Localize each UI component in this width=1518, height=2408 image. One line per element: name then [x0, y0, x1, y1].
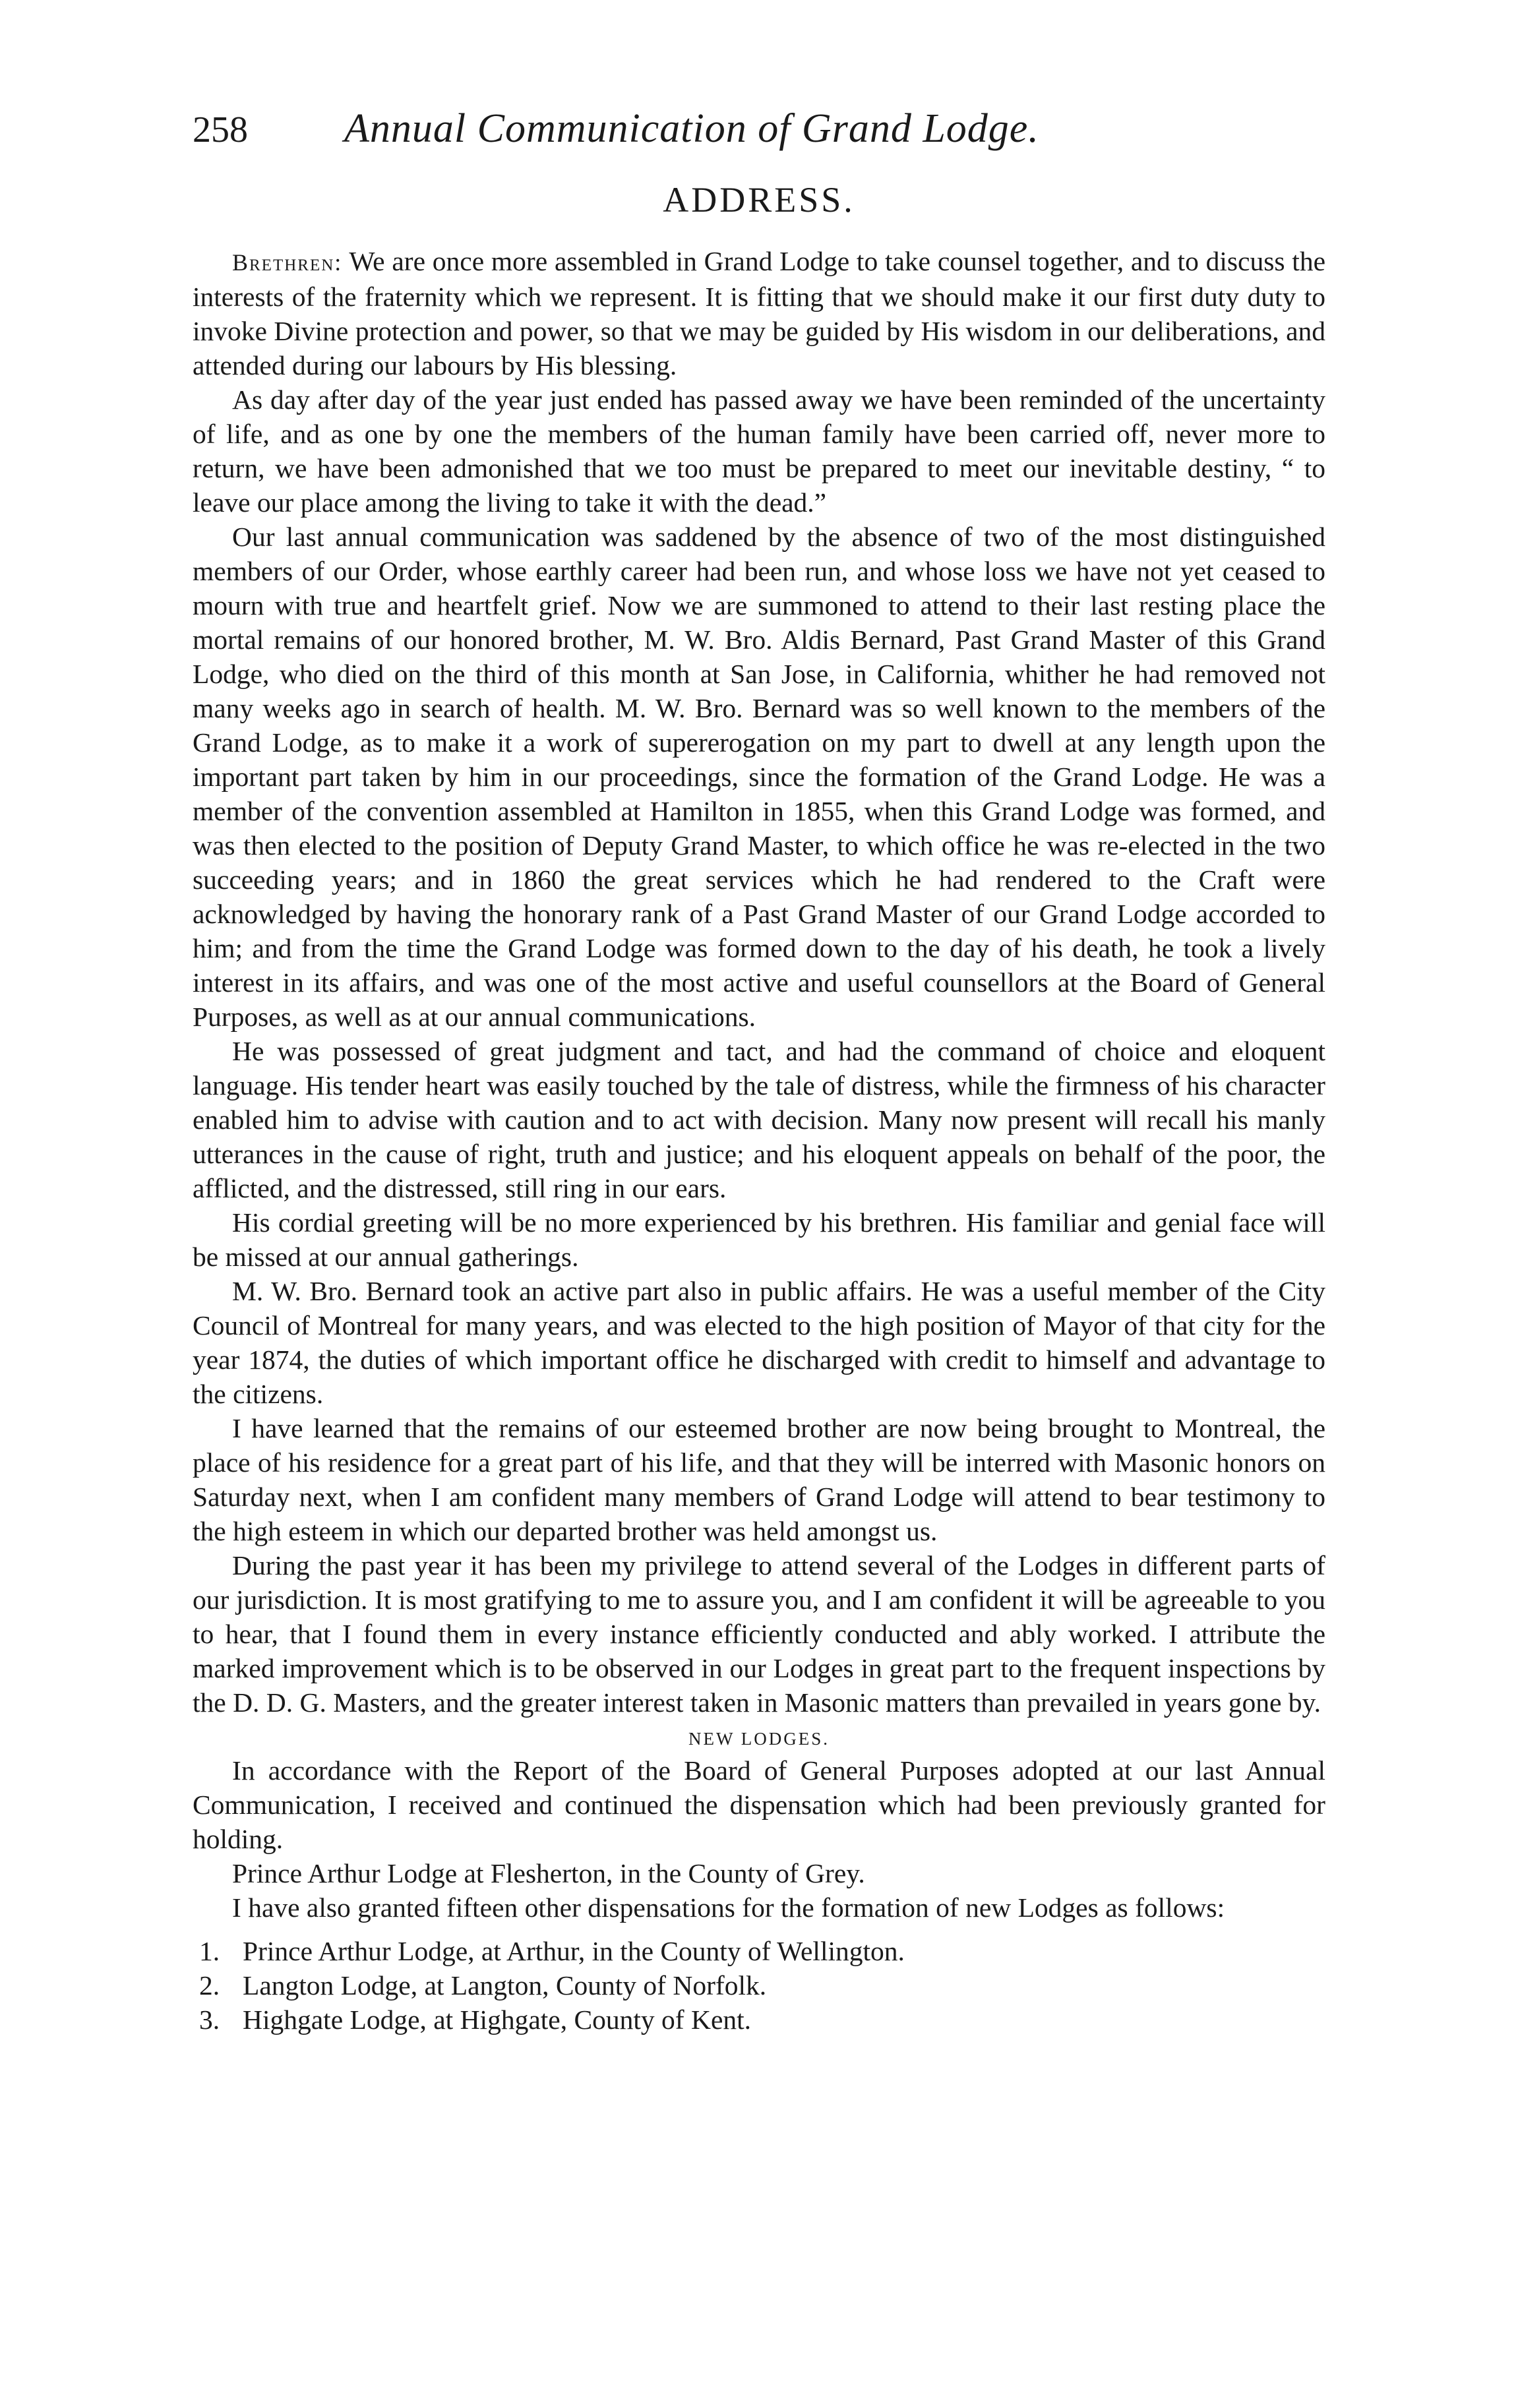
paragraph: Our last annual communication was saddened by the absence of two of the most distinguished members of our Order, whose earthly career had been run, and whose loss we have not yet ceased to mourn with true and heartfelt grief. Now we are summoned to attend to their last resting place the mortal remains of our honored brother, M. W. Bro. Aldis Bernard, Past Grand Master of this Grand Lodge, who died on the third of this month at San Jose, in California, whither he had removed not many weeks ago in search of health. M. W. Bro. Bernard was so well known to the members of the Grand Lodge, as to make it a work of supererogation on my part to dwell at any length upon the important part taken by him in our proceedings, since the formation of the Grand Lodge. He was a member of the convention assembled at Hamilton in 1855, when this Grand Lodge was formed, and was then elected to the position of Deputy Grand Master, to which office he was re-elected in the two succeeding years; and in 1860 the great services which he had rendered to the Craft were acknowledged by having the honorary rank of a Past Grand Master of our Grand Lodge accorded to him; and from the time the Grand Lodge was formed down to the day of his death, he took a lively interest in its affairs, and was one of the most active and useful counsellors at the Board of General Purposes, as well as at our annual communications. — [193, 522, 1325, 1032]
paragraph: M. W. Bro. Bernard took an active part also in public affairs. He was a useful member of the City Council of Montreal for many years, and was elected to the high position of Mayor of that city for the year 1874, the duties of which important office he discharged with credit to himself and advantage to the citizens. — [193, 1276, 1325, 1409]
paragraph: In accordance with the Report of the Board of General Purposes adopted at our last Annual Communication, I received and continued the dispensation which had been previously granted for holding. — [193, 1755, 1325, 1854]
paragraph — [193, 244, 1325, 382]
paragraph: During the past year it has been my privilege to attend several of the Lodges in different parts of our jurisdiction. It is most gratifying to me to assure you, and I am confident it will be agreeable to you to hear, that I found them in every instance efficiently conducted and ably worked. I attribute the marked improvement which is to be observed in our Lodges in great part to the frequent inspections by the D. D. G. Masters, and the greater interest taken in Masonic matters than prevailed in years gone by. — [193, 1550, 1325, 1718]
list-item — [193, 2002, 1325, 2037]
list-item — [193, 1968, 1325, 2002]
running-title: Annual Communication of Grand Lodge. — [344, 106, 1039, 151]
salutation: Brethren: — [232, 249, 343, 276]
sub-heading-new-lodges: NEW LODGES. — [688, 1729, 830, 1749]
lodge-list — [193, 1934, 1325, 2037]
paragraph: As day after day of the year just ended has passed away we have been reminded of the uncertainty of life, and as one by one the members of the human family have been carried off, never more to return, we have been admonished that we too must be prepared to meet our inevitable destiny, “ to leave our place among the living to take it with the dead.” — [193, 384, 1325, 518]
list-text: Highgate Lodge, at Highgate, County of Kent. — [243, 2004, 752, 2035]
paragraph: His cordial greeting will be no more experienced by his brethren. His familiar and genial face will be missed at our annual gatherings. — [193, 1207, 1325, 1272]
list-item — [193, 1934, 1325, 1968]
list-number: 2. — [199, 1970, 220, 2001]
page-header — [193, 105, 1325, 171]
list-number: 3. — [199, 2004, 220, 2035]
paragraph: Prince Arthur Lodge at Flesherton, in the County of Grey. — [232, 1858, 865, 1888]
list-number: 1. — [199, 1936, 220, 1966]
section-title: ADDRESS. — [663, 180, 855, 220]
page-number: 258 — [193, 109, 248, 150]
paragraph: I have learned that the remains of our esteemed brother are now being brought to Montreal, the place of his residence for a great part of his life, and that they will be interred with Masonic honors on Saturday next, when I am confident many members of Grand Lodge will attend to bear testimony to the high esteem in which our departed brother was held amongst us. — [193, 1413, 1325, 1546]
paragraph: He was possessed of great judgment and tact, and had the command of choice and eloquent language. His tender heart was easily touched by the tale of distress, while the firmness of his character enabled him to advise with caution and to act with decision. Many now present will recall his manly utterances in the cause of right, truth and justice; and his eloquent appeals on behalf of the poor, the afflicted, and the distressed, still ring in our ears. — [193, 1036, 1325, 1203]
paragraph-text: We are once more assembled in Grand Lodge to take counsel together, and to discuss the interests of the fraternity which we represent. It is fitting that we should make it our first duty duty to invoke Divine protection and power, so that we may be guided by His wisdom in our deliberations, and attended during our labours by His blessing. — [193, 246, 1325, 380]
document-body — [193, 244, 1325, 2037]
list-text: Langton Lodge, at Langton, County of Norfolk. — [243, 1970, 767, 2001]
paragraph: I have also granted fifteen other dispensations for the formation of new Lodges as follows: — [232, 1892, 1225, 1923]
list-text: Prince Arthur Lodge, at Arthur, in the County of Wellington. — [243, 1936, 905, 1966]
